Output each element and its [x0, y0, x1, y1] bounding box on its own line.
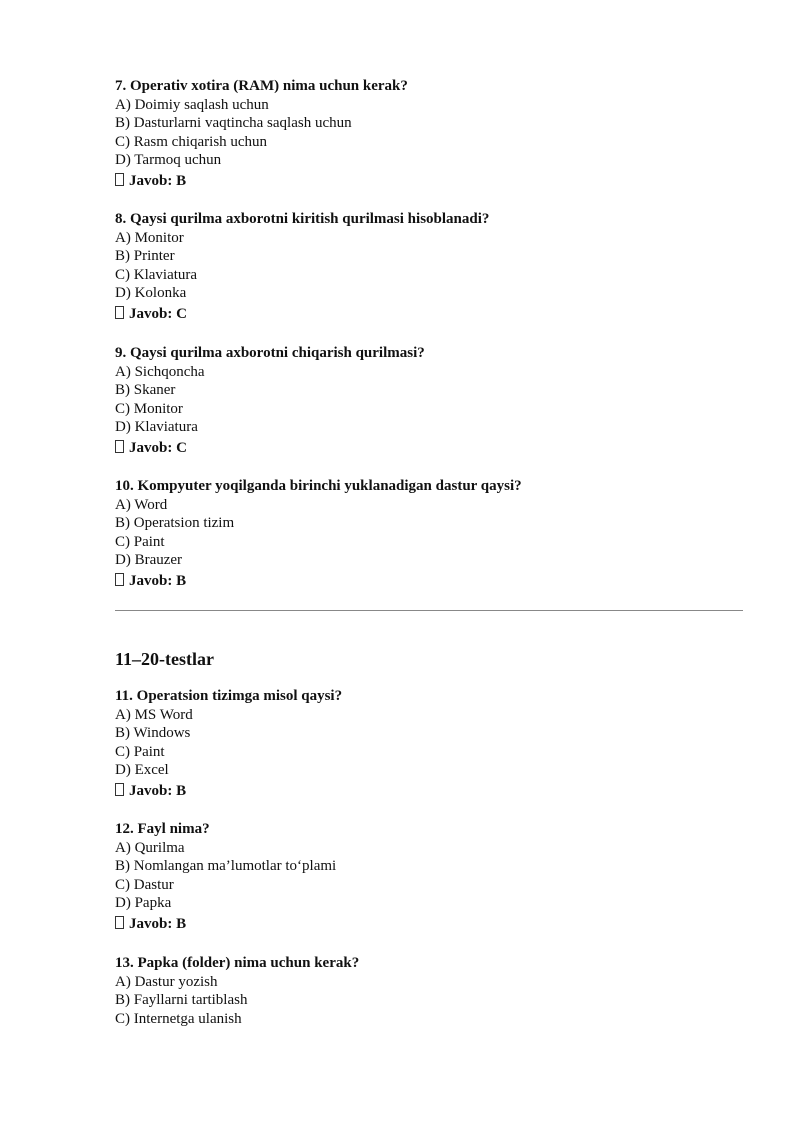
correct-answer — [115, 782, 743, 801]
answer-label: Javob: C — [129, 305, 187, 322]
question-title: 8. Qaysi qurilma axborotni kiritish qurilmasi hisoblanadi? — [115, 211, 490, 227]
correct-answer — [115, 172, 743, 191]
answer-label: Javob: B — [129, 172, 187, 189]
answer-label: Javob: B — [129, 782, 187, 799]
answer-option: A) Dastur yozish — [115, 973, 218, 990]
answer-option: A) Sichqoncha — [115, 363, 205, 380]
correct-answer — [115, 305, 743, 324]
answer-option: D) Excel — [115, 762, 169, 779]
answer-label: Javob: B — [129, 915, 187, 932]
answer-label: Javob: B — [129, 572, 187, 589]
answer-option: C) Klaviatura — [115, 266, 198, 283]
answer-option: C) Monitor — [115, 400, 183, 417]
answer-option: B) Nomlangan ma’lumotlar to‘plami — [115, 858, 337, 875]
answer-option: B) Printer — [115, 248, 175, 265]
correct-answer — [115, 915, 743, 934]
question-title: 7. Operativ xotira (RAM) nima uchun kerak? — [115, 78, 408, 94]
answer-option: C) Paint — [115, 533, 165, 550]
question-block — [115, 820, 743, 934]
answer-option: B) Fayllarni tartiblash — [115, 992, 248, 1009]
missing-glyph-icon — [115, 306, 124, 319]
answer-option: C) Internetga ulanish — [115, 1010, 242, 1027]
horizontal-divider — [115, 610, 743, 611]
answer-option: C) Dastur — [115, 876, 174, 893]
answer-option: D) Papka — [115, 895, 172, 912]
answer-option: B) Dasturlarni vaqtincha saqlash uchun — [115, 115, 352, 132]
missing-glyph-icon — [115, 916, 124, 929]
answer-option: A) Word — [115, 496, 168, 513]
answer-option: A) Doimiy saqlash uchun — [115, 96, 269, 113]
correct-answer — [115, 572, 743, 591]
question-block — [115, 477, 743, 591]
answer-option: D) Brauzer — [115, 552, 183, 569]
question-title: 13. Papka (folder) nima uchun kerak? — [115, 955, 360, 971]
question-block — [115, 77, 743, 191]
answer-option: A) Monitor — [115, 229, 184, 246]
answer-label: Javob: C — [129, 439, 187, 456]
question-block — [115, 687, 743, 801]
section-heading: 11–20-testlar — [115, 649, 214, 669]
correct-answer — [115, 439, 743, 458]
answer-option: D) Klaviatura — [115, 419, 198, 436]
missing-glyph-icon — [115, 173, 124, 186]
missing-glyph-icon — [115, 573, 124, 586]
missing-glyph-icon — [115, 783, 124, 796]
answer-option: C) Paint — [115, 743, 165, 760]
answer-option: A) Qurilma — [115, 839, 185, 856]
answer-option: B) Skaner — [115, 382, 176, 399]
missing-glyph-icon — [115, 440, 124, 453]
answer-option: C) Rasm chiqarish uchun — [115, 133, 268, 150]
question-block — [115, 344, 743, 458]
question-block — [115, 210, 743, 324]
answer-option: D) Kolonka — [115, 285, 187, 302]
question-title: 10. Kompyuter yoqilganda birinchi yuklanadigan dastur qaysi? — [115, 478, 522, 494]
question-title: 11. Operatsion tizimga misol qaysi? — [115, 688, 343, 704]
answer-option: A) MS Word — [115, 706, 193, 723]
answer-option: D) Tarmoq uchun — [115, 152, 222, 169]
question-title: 9. Qaysi qurilma axborotni chiqarish qurilmasi? — [115, 345, 425, 361]
question-block — [115, 954, 743, 1028]
answer-option: B) Windows — [115, 725, 191, 742]
question-title: 12. Fayl nima? — [115, 821, 210, 837]
answer-option: B) Operatsion tizim — [115, 515, 235, 532]
